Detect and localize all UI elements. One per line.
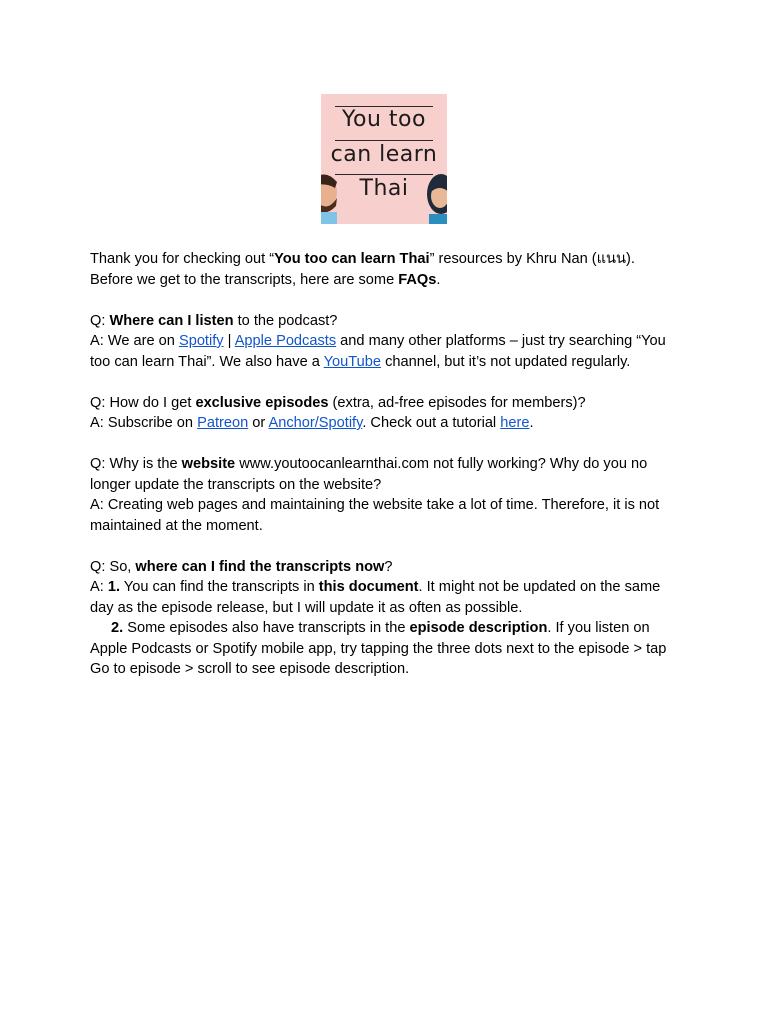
anchor-spotify-link[interactable]: Anchor/Spotify	[268, 415, 363, 431]
question-text: (extra, ad-free episodes for members)?	[328, 394, 586, 411]
question-text: ?	[384, 558, 393, 575]
answer-text: . Check out a tutorial	[362, 415, 501, 431]
youtube-link[interactable]: YouTube	[323, 353, 382, 370]
question-text: Q: So,	[90, 558, 136, 575]
logo-rule	[335, 140, 433, 141]
intro-faqs: FAQs	[398, 271, 437, 288]
question-text: Q: How do I get	[90, 394, 196, 411]
answer-text: A: Creating web pages and maintaining the website take a lot of time. Therefore, it is not maintained at the moment.	[90, 497, 660, 534]
link-separator: |	[223, 333, 235, 349]
logo-rule	[335, 174, 433, 175]
answer-number: 1.	[107, 579, 121, 595]
faq-item-website	[90, 454, 680, 536]
answer-bold: episode description	[409, 620, 548, 636]
answer-text: A: Subscribe on	[90, 415, 198, 431]
logo-line-2: can learn	[330, 142, 438, 167]
answer-text: Some episodes also have transcripts in the	[123, 620, 410, 636]
answer-text: or	[248, 415, 269, 431]
answer-number: 2.	[111, 620, 124, 636]
answer-text: A:	[90, 579, 108, 595]
answer-text: .	[529, 415, 534, 431]
answer-text: channel, but it’s not updated regularly.	[381, 353, 631, 370]
question-bold: website	[181, 456, 236, 472]
intro-podcast-name: You too can learn Thai	[274, 251, 430, 267]
faq-content	[90, 249, 680, 700]
answer-text: and many other platforms – just try searching “You too can learn Thai”. We also have a	[90, 333, 666, 370]
answer-indent	[90, 620, 123, 636]
answer-text: . If you listen on Apple Podcasts or Spotify mobile app, try tapping the three dots next to the episode > tap Go to episode > scroll to see episode description.	[90, 620, 667, 677]
question-bold: exclusive episodes	[195, 394, 329, 411]
intro-text: ” resources by Khru Nan (แนน).	[429, 251, 635, 267]
question-text: Q: Why is the	[90, 456, 182, 472]
question-bold: where can I find the transcripts now	[135, 558, 385, 575]
faq-item-exclusive	[90, 393, 680, 434]
answer-text: You can find the transcripts in	[120, 579, 319, 595]
question-text: to the podcast?	[233, 312, 338, 329]
patreon-link[interactable]: Patreon	[197, 415, 249, 431]
apple-podcasts-link[interactable]: Apple Podcasts	[234, 333, 337, 349]
answer-text: . It might not be updated on the same day as the episode release, but I will update it as often as possible.	[90, 579, 661, 616]
bearded-man-icon	[321, 172, 339, 224]
answer-bold: this document	[318, 579, 419, 595]
question-bold: Where can I listen	[109, 312, 234, 329]
question-prefix: Q:	[90, 312, 110, 329]
spotify-link[interactable]: Spotify	[178, 333, 224, 349]
podcast-logo	[321, 94, 447, 224]
faq-item-listen	[90, 311, 680, 373]
faq-item-transcripts	[90, 557, 680, 680]
logo-line-1: You too	[342, 107, 426, 132]
woman-icon	[425, 174, 447, 224]
question-text: www.youtoocanlearnthai.com not fully working? Why do you no longer update the transcripts on the website?	[90, 456, 648, 493]
intro-paragraph	[90, 249, 680, 290]
tutorial-link[interactable]: here	[500, 415, 530, 431]
intro-text: .	[436, 271, 441, 288]
logo-line-3: Thai	[359, 176, 409, 201]
intro-text: Thank you for checking out “	[90, 251, 275, 267]
answer-text: A: We are on	[90, 333, 179, 349]
intro-text: Before we get to the transcripts, here are some	[90, 271, 399, 288]
